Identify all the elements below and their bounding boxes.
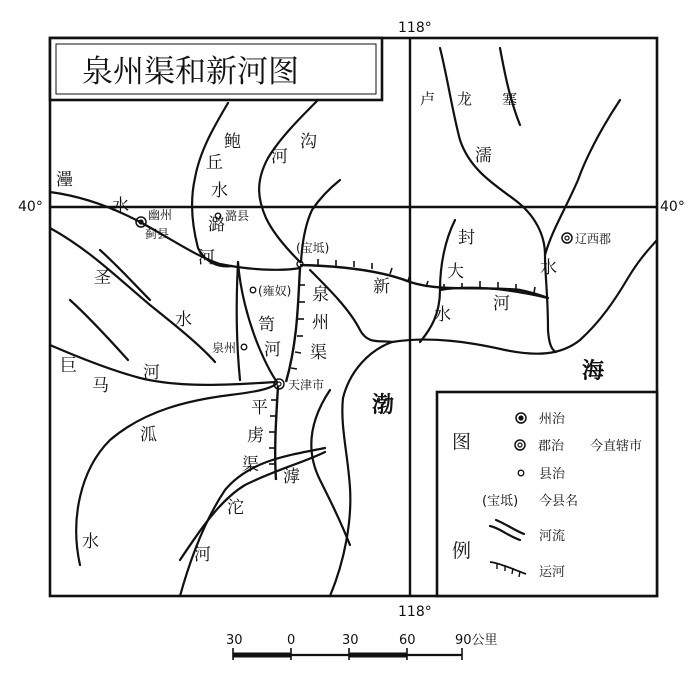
label-sai: 塞 (502, 90, 518, 108)
river-inner-3 (311, 390, 350, 545)
river-sheng-shui (50, 228, 215, 362)
place-jixian: 蓟县 (145, 227, 170, 241)
legend-county-label: 县治 (539, 467, 566, 482)
legend-commandery-label: 郡治 (538, 439, 565, 454)
label-lei: 灅 (56, 170, 73, 190)
label-sheng: 圣 (94, 268, 111, 288)
place-luxian: 潞县 (225, 209, 250, 223)
place-tianjin: 天津市 (288, 378, 325, 392)
label-lu-sai: 卢 (420, 90, 436, 108)
place-quanzhou: 泉州 (212, 341, 237, 355)
youzhou-symbol (136, 217, 146, 227)
label-zhou: 州 (312, 313, 329, 333)
yongnu-symbol (250, 287, 256, 293)
label-ma: 马 (92, 376, 109, 396)
label-feng: 封 (458, 228, 475, 248)
label-ru: 濡 (475, 146, 492, 166)
label-lei-shui: 水 (112, 196, 129, 216)
legend-title-2: 例 (452, 540, 472, 562)
label-shui-east: 水 (540, 258, 557, 278)
label-hai: 海 (582, 359, 605, 384)
legend-commandery-extra: 今直辖市 (590, 439, 643, 454)
label-lu-canal: 虏 (247, 426, 264, 446)
label-tuo-he: 河 (194, 545, 211, 565)
legend-canal-label: 运河 (539, 565, 566, 580)
scale-tick-0: 0 (287, 633, 296, 648)
label-sheng-shui: 水 (175, 310, 192, 330)
label-ju-ma-he: 河 (143, 363, 160, 383)
legend-modern-label: 今县名 (539, 494, 579, 509)
label-xin: 新 (373, 277, 390, 297)
label-da: 大 (447, 262, 464, 282)
lat-label-right: 40° (660, 199, 685, 215)
label-quan: 泉 (312, 285, 329, 305)
scale-bar (233, 648, 462, 660)
liaoxi-symbol (562, 233, 572, 243)
label-xin-he: 河 (493, 294, 510, 314)
label-hu: 滹 (283, 467, 300, 487)
legend-modern-sample: (宝坻) (482, 494, 519, 509)
label-lu: 潞 (208, 215, 225, 235)
label-gou: 沟 (300, 132, 317, 152)
label-bao: 鲍 (224, 132, 241, 152)
place-liaoxi: 辽西郡 (575, 232, 612, 246)
legend-title-1: 图 (452, 431, 472, 453)
label-gu-he-1: 笥 (258, 315, 275, 335)
scale-tick-60: 60 (399, 633, 416, 648)
label-pinglu-qu: 渠 (242, 455, 259, 475)
label-bao-shui: 水 (211, 181, 228, 201)
river-lu-he-upper (259, 100, 318, 262)
label-bo: 渤 (372, 393, 395, 418)
legend-river-label: 河流 (539, 529, 566, 544)
map-title: 泉州渠和新河图 (82, 54, 299, 90)
legend-prefecture-label: 州治 (539, 412, 566, 427)
place-baodi: (宝坻) (296, 241, 330, 255)
river-ju-ma (50, 345, 275, 385)
place-youzhou: 幽州 (148, 208, 173, 222)
label-gu-he-2: 河 (264, 340, 281, 360)
place-yongnu: (雍奴) (258, 284, 292, 298)
label-qu: 渠 (310, 343, 327, 363)
lon-label-bottom: 118° (398, 604, 432, 620)
label-qiu: 丘 (206, 153, 223, 173)
river-ru-shui-n (500, 48, 520, 125)
label-gu-shui: 水 (82, 532, 99, 552)
label-gou-he: 河 (271, 147, 288, 167)
label-tuo: 沱 (227, 498, 244, 518)
label-lu-he: 河 (198, 248, 215, 268)
river-lei-shui (50, 192, 300, 270)
label-long: 龙 (457, 90, 473, 108)
scale-tick-30: 30 (342, 633, 359, 648)
label-ju: 巨 (60, 356, 77, 376)
scale-tick-30-left: 30 (226, 633, 243, 648)
label-ping: 平 (251, 398, 268, 418)
river-ju-ma-branch (70, 300, 128, 360)
canal-xin-he (300, 265, 548, 298)
label-feng-shui: 水 (434, 305, 451, 325)
label-gu: 泒 (140, 425, 157, 445)
lon-label-top: 118° (398, 20, 432, 36)
lat-label-left: 40° (18, 199, 43, 215)
scale-tick-90: 90公里 (455, 633, 498, 648)
quanzhou-symbol (241, 344, 247, 350)
